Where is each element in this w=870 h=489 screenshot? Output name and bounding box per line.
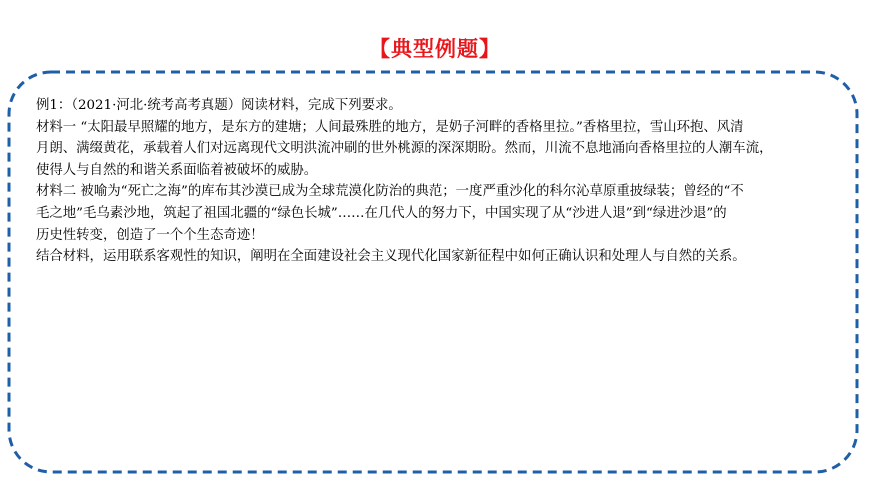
question-header: 例1：（2021·河北·统考高考真题）阅读材料，完成下列要求。 [36, 98, 402, 113]
material-one-line-3: 使得人与自然的和谐关系面临着被破坏的威胁。 [36, 162, 318, 178]
material-two-line-3: 历史性转变，创造了一个个生态奇迹！ [36, 227, 264, 243]
question-prompt: 结合材料，运用联系客观性的知识，阐明在全面建设社会主义现代化国家新征程中如何正确认识和处理人与自然的关系。 [36, 249, 746, 265]
material-one-line-2: 月朗、满缀黄花，承载着人们对远离现代文明洪流冲刷的世外桃源的深深期盼。然而，川流不息地涌向香格里拉的人潮车流， [36, 141, 773, 157]
question-text [36, 95, 848, 268]
material-two-line-2: 毛之地”毛乌素沙地，筑起了祖国北疆的“绿色长城”……在几代人的努力下，中国实现了从“沙进人退”到“绿进沙退”的 [36, 205, 727, 221]
section-title: 【典型例题】 [369, 37, 501, 61]
material-one-line-1: 材料一 “太阳最早照耀的地方，是东方的建塘；人间最殊胜的地方，是奶子河畔的香格里拉。”香格里拉，雪山环抱、风清 [36, 119, 744, 135]
material-two-line-1: 材料二 被喻为“死亡之海”的库布其沙漠已成为全球荒漠化防治的典范；一度严重沙化的科尔沁草原重披绿装；曾经的“不 [36, 184, 744, 200]
